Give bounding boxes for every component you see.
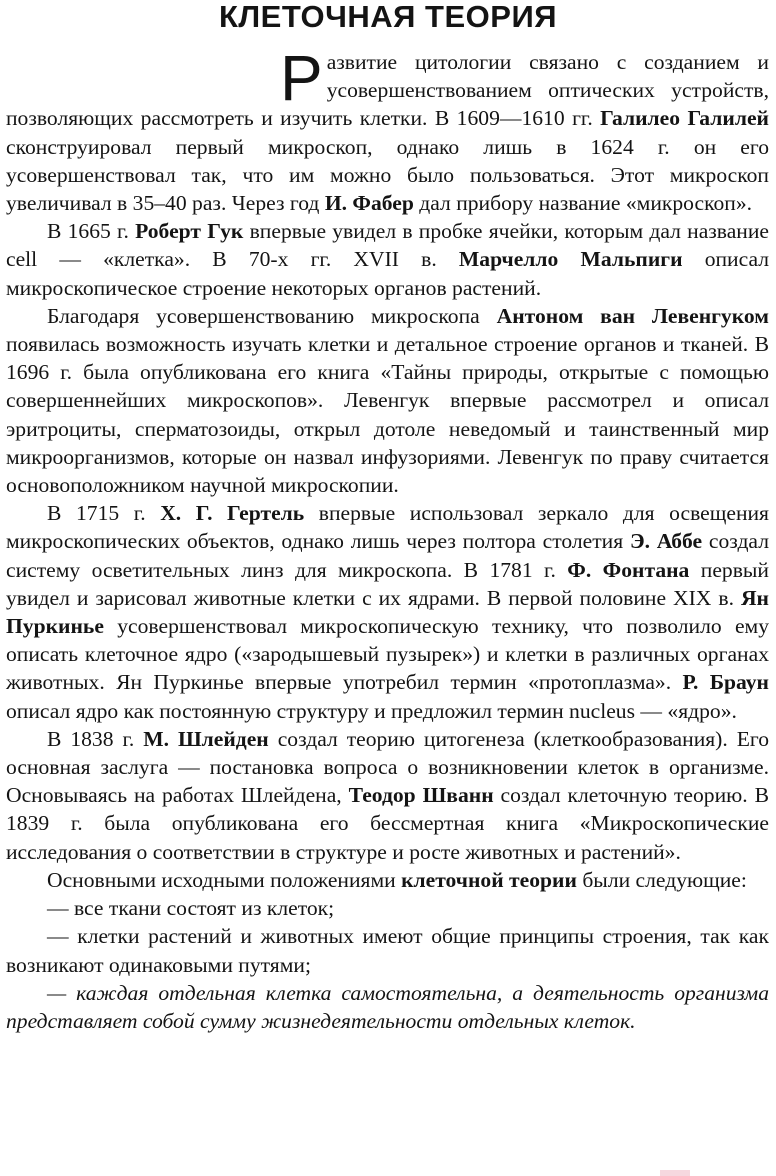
- list-item-italic: — каждая отдельная клетка самостоятельна, а деятельность организма представляет собой сумму жизнедеятельности отдельных клеток.: [6, 980, 769, 1033]
- name-malpighi: Марчелло Мальпиги: [458, 247, 683, 272]
- text-run: создал клеточную теорию. В 1839 г. была опубликована его бессмертная книга «Микроскопические исследования о соответствии в структуре и росте животных и растений».: [6, 783, 769, 864]
- text-run: первый увидел и зарисовал животные клетки с их ядрами. В первой половине XIX в.: [6, 557, 769, 610]
- page-title: КЛЕТОЧНАЯ ТЕОРИЯ: [218, 0, 558, 34]
- page-edge-mark: [660, 1170, 690, 1176]
- text-run: появилась возможность изучать клетки и детальное строение органов и тканей. В 1696 г. была опубликована его книга «Тайны природы, открытые с помощью совершеннейших микроскопов». Левенгук впервые рассмотрел и описал эритроциты, сперматозоиды, открыл дотоле неведомый и таинственный мир микроорганизмов, которые он назвал инфузориями. Левенгук по праву считается основоположником научной микроскопии.: [6, 332, 769, 498]
- text-run: Благодаря усовершенствованию микроскопа: [47, 303, 497, 328]
- text-run: сконструировал первый микроскоп, однако лишь в 1624 г. он его усовершенствовал так, что им можно было пользоваться. Этот микроскоп увеличивал в 35–40 раз. Через год: [6, 134, 769, 216]
- drop-cap: Р: [280, 42, 323, 114]
- text-run: были следующие:: [576, 867, 747, 892]
- paragraph-leeuwenhoek: [6, 302, 769, 499]
- name-abbe: Э. Аббе: [629, 529, 703, 554]
- text-run: В 1665 г.: [47, 219, 136, 244]
- name-hooke: Роберт Гук: [135, 219, 244, 244]
- name-schleiden: М. Шлейден: [143, 726, 269, 751]
- list-item: — клетки растений и животных имеют общие принципы строения, так как возникают одинаковыми путями;: [6, 924, 769, 977]
- paragraph-theory-intro: [6, 866, 769, 894]
- name-brown: Р. Браун: [682, 670, 769, 695]
- name-schwann: Теодор Шванн: [348, 783, 494, 808]
- paragraph-intro: [6, 42, 769, 217]
- name-leeuwenhoek: Антоном ван Левенгуком: [496, 303, 769, 328]
- text-run: описал ядро как постоянную структуру и предложил термин nucleus — «ядро».: [6, 698, 737, 723]
- text-run: азвитие цитологии связано с созданием и усовершенствованием оптических устройств, позволяющих рассмотреть и изучить клетки. В 1609—1610 гг.: [6, 50, 769, 131]
- text-run: В 1715 г.: [47, 501, 161, 526]
- text-run: усовершенствовал микроскопическую технику, что позволило ему описать клеточное ядро («зародышевый пузырек») и клетки в различных органах животных. Ян Пуркинье впервые употребил термин «протоплазма».: [6, 614, 769, 695]
- text-run: впервые использовал зеркало для освещения микроскопических объектов, однако лишь через полтора столетия: [6, 501, 769, 554]
- paragraph-schleiden: [6, 725, 769, 866]
- name-fontana: Ф. Фонтана: [567, 557, 690, 582]
- list-item: — все ткани состоят из клеток;: [47, 896, 335, 921]
- name-faber: И. Фабер: [324, 191, 414, 216]
- text-run: впервые увидел в пробке ячейки, которым дал название cell — «клетка». В 70-х гг. XVII в.: [6, 219, 769, 272]
- name-galileo: Галилео Галилей: [600, 106, 769, 131]
- name-hertel: Х. Г. Гертель: [160, 501, 305, 526]
- body-text: [6, 42, 770, 1035]
- name-purkinje: Ян Пуркинье: [6, 585, 769, 639]
- paragraph-hertel: [6, 499, 769, 725]
- text-run: В 1838 г.: [47, 726, 144, 751]
- text-run: создал систему осветительных линз для микроскопа. В 1781 г.: [6, 529, 769, 582]
- text-run: дал прибору название «микроскоп».: [413, 191, 753, 216]
- text-run: Основными исходными положениями: [47, 867, 402, 892]
- text-run: описал микроскопическое строение некоторых органов растений.: [6, 247, 769, 300]
- paragraph-hooke: [6, 217, 769, 302]
- term-cell-theory: клеточной теории: [401, 867, 577, 892]
- text-run: создал теорию цитогенеза (клеткообразования). Его основная заслуга — постановка вопроса о возникновении клеток в организме. Основываясь на работах Шлейдена,: [6, 726, 770, 808]
